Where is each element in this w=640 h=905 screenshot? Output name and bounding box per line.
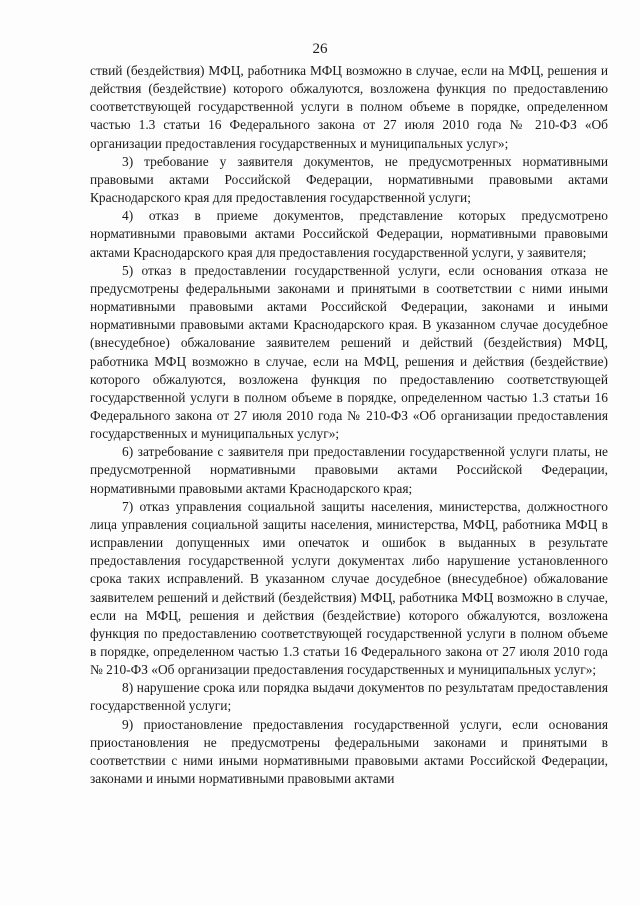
paragraph-item-4: 4) отказ в приеме документов, представление которых предусмотрено нормативными правовыми актами Российской Федерации, нормативными правовыми актами Краснодарского края для предоставления государственной услуги, у заявителя; (90, 208, 608, 260)
paragraph-item-8: 8) нарушение срока или порядка выдачи документов по результатам предоставления государственной услуги; (90, 680, 608, 714)
paragraph-continued: ствий (бездействия) МФЦ, работника МФЦ возможно в случае, если на МФЦ, решения и действия (бездействие) которого обжалуются, возложена функция по предоставлению соответствующей государственной услуги в полном объеме в порядке, определенном частью 1.3 статьи 16 Федерального закона от 27 июля 2010 года № 210-ФЗ «Об организации предоставления государственных и муниципальных услуг»; (90, 63, 608, 151)
page-number: 26 (312, 41, 328, 57)
paragraph-item-7: 7) отказ управления социальной защиты населения, министерства, должностного лица управления социальной защиты населения, министерства, МФЦ, работника МФЦ в исправлении допущенных ими опечаток и ошибок в выданных в результате предоставления государственной услуги документах либо нарушение установленного срока таких исправлений. В указанном случае досудебное (внесудебное) обжалование заявителем решений и действий (бездействия) МФЦ, работника МФЦ возможно в случае, если на МФЦ, решения и действия (бездействие) которого обжалуются, возложена функция по предоставлению соответствующей государственной услуги в полном объеме в порядке, определенном частью 1.3 статьи 16 Федерального закона от 27 июля 2010 года № 210-ФЗ «Об организации предоставления государственных и муниципальных услуг»; (90, 498, 608, 678)
paragraph-item-3: 3) требование у заявителя документов, не предусмотренных нормативными правовыми актами Российской Федерации, нормативными правовыми актами Краснодарского края для предоставления государственной услуги; (90, 153, 608, 206)
document-body (90, 62, 608, 788)
paragraph-item-6: 6) затребование с заявителя при предоставлении государственной услуги платы, не предусмотренной нормативными правовыми актами Российской Федерации, нормативными правовыми актами Краснодарского края; (90, 444, 608, 496)
paragraph-item-5: 5) отказ в предоставлении государственной услуги, если основания отказа не предусмотрены федеральными законами и принятыми в соответствии с ними иными нормативными правовыми актами Российской Федерации, законами и иными нормативными правовыми актами Краснодарского края. В указанном случае досудебное (внесудебное) обжалование заявителем решений и действий (бездействия) МФЦ, работника МФЦ возможно в случае, если на МФЦ, решения и действия (бездействие) которого обжалуются, возложена функция по предоставлению соответствующей государственной услуги в полном объеме в порядке, определенном частью 1.3 статьи 16 Федерального закона от 27 июля 2010 года № 210-ФЗ «Об организации предоставления государственных и муниципальных услуг»; (90, 262, 608, 442)
paragraph-item-9: 9) приостановление предоставления государственной услуги, если основания приостановления не предусмотрены федеральными законами и принятыми в соответствии с ними иными нормативными правовыми актами Российской Федерации, законами и иными нормативными правовыми актами (90, 716, 608, 787)
